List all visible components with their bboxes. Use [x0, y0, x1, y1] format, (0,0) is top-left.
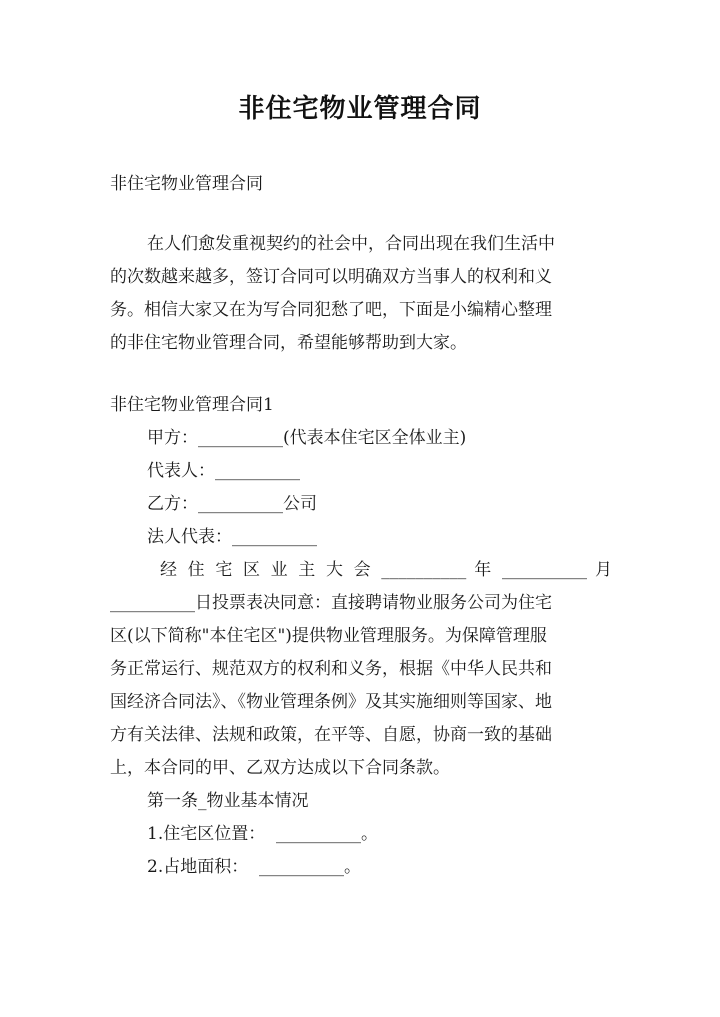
article-items	[110, 818, 612, 884]
list-item: 2.占地面积： __________。	[147, 857, 362, 877]
body-line: 经 住 宅 区 业 主 大 会 __________ 年 __________ 月	[160, 560, 612, 580]
intro-line: 务。相信大家又在为写合同犯愁了吧，下面是小编精心整理	[110, 300, 552, 320]
article-heading: 第一条_物业基本情况	[147, 791, 309, 811]
party-fields	[110, 422, 612, 554]
intro-line: 的次数越来越多，签订合同可以明确双方当事人的权利和义	[110, 267, 552, 287]
body-paragraph	[110, 554, 612, 785]
body-line: __________日投票表决同意：直接聘请物业服务公司为住宅	[110, 593, 552, 613]
intro-line: 的非住宅物业管理合同，希望能够帮助到大家。	[110, 333, 467, 353]
body-line: 方有关法律、法规和政策，在平等、自愿，协商一致的基础	[110, 725, 552, 745]
spacer	[110, 201, 612, 228]
intro-line: 在人们愈发重视契约的社会中，合同出现在我们生活中	[147, 234, 555, 254]
section-heading: 非住宅物业管理合同1	[110, 395, 274, 415]
document-subtitle: 非住宅物业管理合同	[110, 174, 263, 194]
party-b-field: 乙方：__________公司	[147, 494, 317, 514]
document-title: 非住宅物业管理合同	[238, 94, 482, 124]
document-body	[110, 168, 612, 884]
body-line: 上，本合同的甲、乙双方达成以下合同条款。	[110, 758, 450, 778]
legal-representative-field: 法人代表：__________	[147, 527, 317, 547]
body-line: 务正常运行、规范双方的权利和义务，根据《中华人民共和	[110, 659, 552, 679]
list-item: 1.住宅区位置： __________。	[147, 824, 379, 844]
body-line: 国经济合同法》、《物业管理条例》及其实施细则等国家、地	[110, 692, 552, 712]
intro-paragraph	[110, 228, 612, 360]
representative-field: 代表人：__________	[147, 461, 300, 481]
party-a-field: 甲方：__________(代表本住宅区全体业主)	[147, 428, 467, 448]
body-line: 区(以下简称"本住宅区")提供物业管理服务。为保障管理服	[110, 626, 547, 646]
spacer	[110, 360, 612, 389]
